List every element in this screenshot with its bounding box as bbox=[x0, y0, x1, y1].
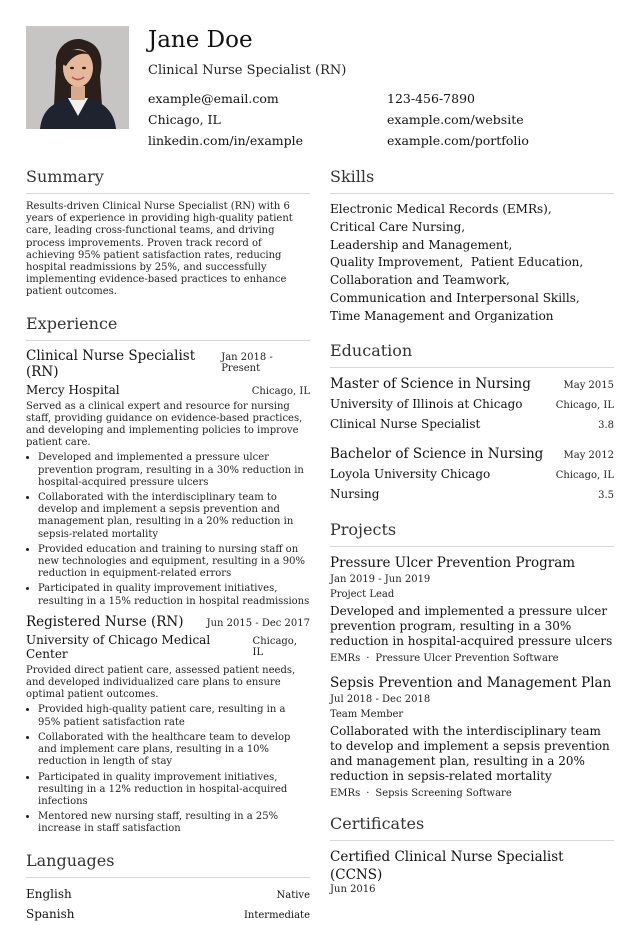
project-entry bbox=[330, 554, 614, 664]
job-description: Served as a clinical expert and resource for nursing staff, providing guidance on evidence-based practices, and developing and implementing policies to improve patient care. bbox=[26, 400, 303, 449]
language-row bbox=[26, 905, 310, 925]
language-name: English bbox=[26, 886, 72, 901]
skills-list bbox=[330, 201, 614, 326]
project-tags bbox=[330, 653, 614, 664]
skills-section bbox=[330, 166, 614, 326]
skill-line: Time Management and Organization bbox=[330, 308, 554, 323]
job-entry bbox=[26, 348, 310, 608]
project-description: Collaborated with the interdisciplinary team to develop and implement a sepsis prevention and management plan, resulting in a 20% reduction in sepsis-related mortality bbox=[330, 723, 610, 783]
job-bullet: • Provided high-quality patient care, resulting in a 95% patient satisfaction rate bbox=[38, 704, 310, 728]
job-bullets bbox=[26, 452, 310, 607]
job-title: Clinical Nurse Specialist (RN) bbox=[26, 347, 196, 380]
gpa: 3.8 bbox=[598, 419, 614, 431]
study-field: Clinical Nurse Specialist bbox=[330, 416, 481, 431]
project-tag: EMRs bbox=[330, 652, 361, 664]
language-row bbox=[26, 885, 310, 905]
job-bullet: • Participated in quality improvement initiatives, resulting in a 15% reduction in hospital readmissions bbox=[38, 583, 310, 607]
skill-line: Quality Improvement, Patient Education, bbox=[330, 255, 584, 270]
project-tag: Pressure Ulcer Prevention Software bbox=[375, 652, 559, 664]
education-entry bbox=[330, 445, 614, 505]
experience-heading: Experience bbox=[26, 313, 310, 341]
languages-heading: Languages bbox=[26, 850, 310, 878]
person-portrait-icon bbox=[26, 26, 129, 129]
job-bullet: • Collaborated with the healthcare team to develop and implement care plans, resulting in a 10% reduction in length of stay bbox=[38, 732, 310, 769]
portfolio-link[interactable]: example.com/portfolio bbox=[387, 133, 529, 148]
language-name: Spanish bbox=[26, 906, 75, 921]
project-tag: Sepsis Screening Software bbox=[375, 787, 512, 799]
project-tag: EMRs bbox=[330, 787, 361, 799]
experience-section bbox=[26, 313, 310, 836]
phone-text: 123-456-7890 bbox=[387, 91, 475, 106]
summary-text: Results-driven Clinical Nurse Specialist (RN) with 6 years of experience in providing high-quality patient care, leading cross-functional teams, and driving process improvements. Proven track record of achieving 95% patient satisfaction rates, reducing hospital readmissions by 25%, and successfully implementing evidence-based practices to enhance patient outcomes. bbox=[26, 201, 293, 298]
education-date: May 2015 bbox=[563, 379, 614, 391]
project-title: Pressure Ulcer Prevention Program bbox=[330, 554, 576, 571]
project-date: Jan 2019 - Jun 2019 bbox=[330, 573, 431, 585]
job-bullet: • Participated in quality improvement initiatives, resulting in a 12% reduction in hospital-acquired infections bbox=[38, 772, 310, 809]
project-role: Team Member bbox=[330, 708, 404, 720]
job-title: Registered Nurse (RN) bbox=[26, 613, 184, 630]
skill-line: Leadership and Management, bbox=[330, 237, 513, 252]
languages-section bbox=[26, 850, 310, 925]
left-column bbox=[26, 166, 310, 939]
project-role: Project Lead bbox=[330, 588, 395, 600]
language-level: Native bbox=[276, 889, 310, 901]
linkedin-link[interactable]: linkedin.com/in/example bbox=[148, 133, 304, 148]
separator-dot: · bbox=[366, 787, 370, 799]
projects-section bbox=[330, 519, 614, 799]
degree: Bachelor of Science in Nursing bbox=[330, 445, 544, 462]
summary-heading: Summary bbox=[26, 166, 310, 194]
school-name: Loyola University Chicago bbox=[330, 466, 491, 481]
candidate-name: Jane Doe bbox=[148, 27, 253, 53]
education-heading: Education bbox=[330, 340, 614, 368]
separator-dot: · bbox=[366, 652, 370, 664]
study-field: Nursing bbox=[330, 486, 380, 501]
job-bullet: • Mentored new nursing staff, resulting in a 25% increase in staff satisfaction bbox=[38, 811, 310, 835]
location-text: Chicago, IL bbox=[148, 112, 221, 127]
job-date: Jun 2015 - Dec 2017 bbox=[206, 617, 310, 629]
skill-line: Communication and Interpersonal Skills, bbox=[330, 290, 580, 305]
job-org: University of Chicago Medical Center bbox=[26, 632, 211, 661]
profile-photo bbox=[26, 26, 129, 129]
job-bullet: • Provided education and training to nursing staff on new technologies and equipment, resulting in a 90% reduction in equipment-related errors bbox=[38, 544, 310, 581]
certificate-title: Certified Clinical Nurse Specialist (CCNS) bbox=[330, 848, 564, 883]
project-description: Developed and implemented a pressure ulcer prevention program, resulting in a 30% reduction in hospital-acquired pressure ulcers bbox=[330, 603, 613, 648]
certificates-section bbox=[330, 813, 614, 895]
email-link[interactable]: example@email.com bbox=[148, 91, 279, 106]
website-link[interactable]: example.com/website bbox=[387, 112, 524, 127]
education-section bbox=[330, 340, 614, 505]
certificates-heading: Certificates bbox=[330, 813, 614, 841]
education-date: May 2012 bbox=[563, 449, 614, 461]
project-date: Jul 2018 - Dec 2018 bbox=[330, 693, 431, 705]
skill-line: Collaboration and Teamwork, bbox=[330, 273, 510, 288]
education-entry bbox=[330, 375, 614, 435]
job-date: Jan 2018 - Present bbox=[221, 351, 273, 374]
school-location: Chicago, IL bbox=[555, 469, 614, 481]
job-description: Provided direct patient care, assessed patient needs, and developed individualized care plans to ensure optimal patient outcomes. bbox=[26, 664, 296, 701]
job-location: Chicago, IL bbox=[251, 385, 310, 397]
degree: Master of Science in Nursing bbox=[330, 375, 531, 392]
skill-line: Electronic Medical Records (EMRs), bbox=[330, 202, 552, 216]
school-location: Chicago, IL bbox=[555, 399, 614, 411]
job-org: Mercy Hospital bbox=[26, 382, 120, 397]
job-bullet: • Developed and implemented a pressure ulcer prevention program, resulting in a 30% reduction in hospital-acquired pressure ulcers bbox=[38, 452, 310, 489]
project-tags bbox=[330, 788, 614, 799]
job-location: Chicago, IL bbox=[252, 635, 297, 658]
certificate-date: Jun 2016 bbox=[330, 883, 376, 895]
job-bullet: • Collaborated with the interdisciplinary team to develop and implement a sepsis prevention and management plan, resulting in a 20% reduction in sepsis-related mortality bbox=[38, 492, 310, 541]
right-column bbox=[330, 166, 614, 909]
project-entry bbox=[330, 674, 614, 799]
candidate-role: Clinical Nurse Specialist (RN) bbox=[148, 63, 347, 78]
skill-line: Critical Care Nursing, bbox=[330, 219, 466, 234]
language-level: Intermediate bbox=[243, 909, 310, 921]
project-title: Sepsis Prevention and Management Plan bbox=[330, 674, 612, 691]
summary-section bbox=[26, 166, 310, 299]
skills-heading: Skills bbox=[330, 166, 614, 194]
gpa: 3.5 bbox=[598, 489, 614, 501]
projects-heading: Projects bbox=[330, 519, 614, 547]
job-bullets bbox=[26, 704, 310, 835]
school-name: University of Illinois at Chicago bbox=[330, 396, 523, 411]
job-entry bbox=[26, 614, 310, 836]
